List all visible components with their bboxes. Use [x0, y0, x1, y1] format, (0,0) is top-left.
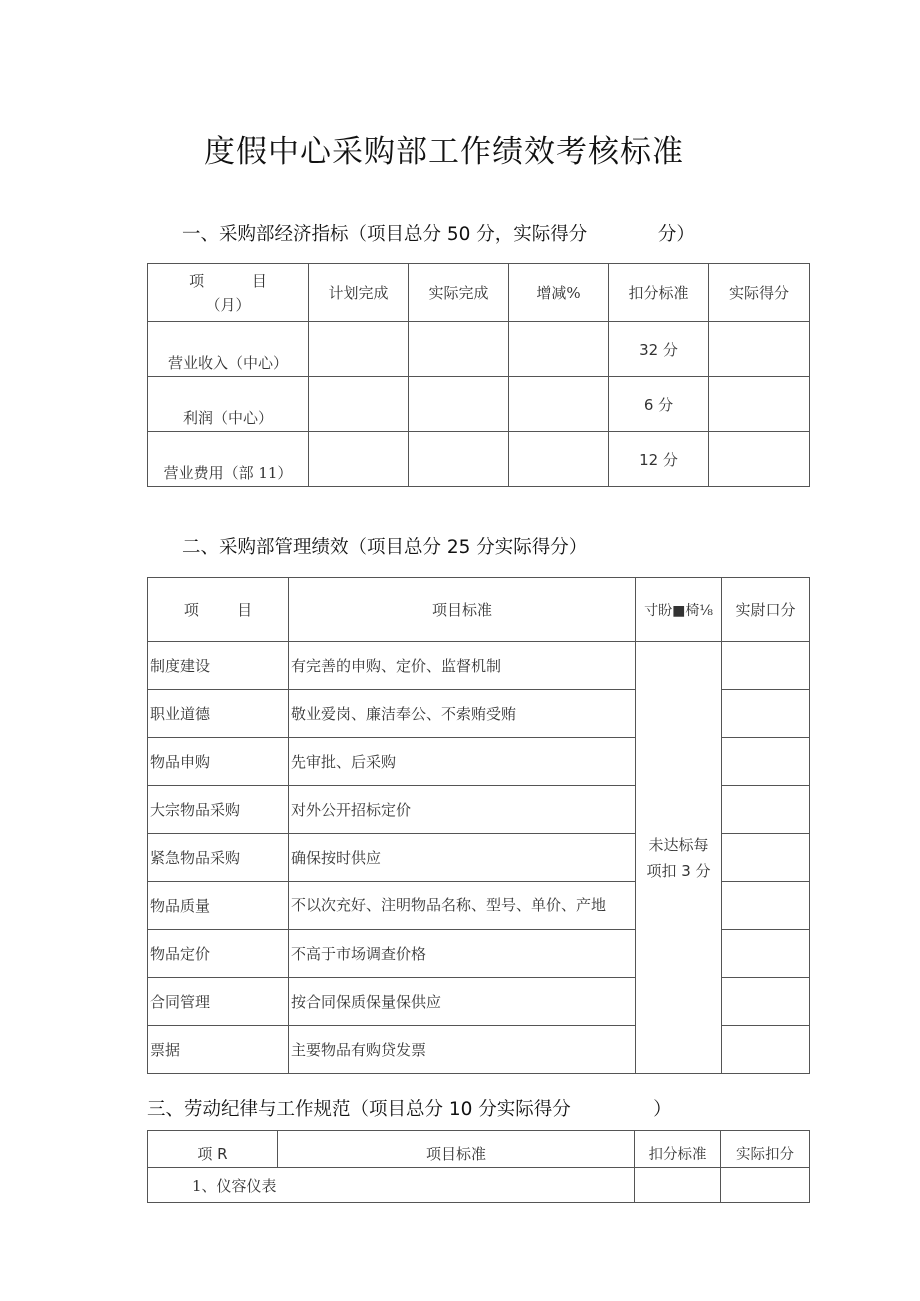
discipline-standards-table — [147, 1130, 810, 1203]
row-score — [709, 432, 810, 487]
row-item: 利润（中心） — [148, 377, 309, 432]
row-standard: 按合同保质保量保供应 — [289, 978, 636, 1026]
row-item: 制度建设 — [148, 642, 289, 690]
economic-indicators-table — [147, 263, 810, 487]
row-score — [709, 322, 810, 377]
row-score — [722, 642, 810, 690]
row-score — [722, 786, 810, 834]
header-item-label: 项 目 — [189, 271, 267, 290]
row-plan — [309, 432, 409, 487]
header-score: 实际得分 — [709, 264, 810, 322]
section1-heading: 一、采购部经济指标（项目总分 50 分，实际得分 分） — [182, 224, 695, 245]
row-change — [509, 432, 609, 487]
row-plan — [309, 377, 409, 432]
header-deduction: 扣分标准 — [609, 264, 709, 322]
row-item: 营业费用（部 11） — [148, 432, 309, 487]
row-item: 大宗物品采购 — [148, 786, 289, 834]
merged-deduction-line2: 项扣 3 分 — [646, 861, 711, 880]
row-standard: 确保按时供应 — [289, 834, 636, 882]
row-score — [722, 978, 810, 1026]
row-standard: 主要物品有购贷发票 — [289, 1026, 636, 1074]
page-title: 度假中心采购部工作绩效考核标准 — [204, 134, 684, 170]
table-row — [148, 377, 810, 432]
row-actual — [409, 322, 509, 377]
row-change — [509, 377, 609, 432]
row-item: 物品定价 — [148, 930, 289, 978]
table-row — [148, 642, 810, 690]
management-performance-table — [147, 577, 810, 1074]
merged-deduction-line1: 未达标每 — [648, 835, 709, 854]
row-actual — [409, 432, 509, 487]
row-plan — [309, 322, 409, 377]
header-item: 项 目 — [148, 578, 289, 642]
header-item-cell — [148, 264, 309, 322]
header-score: 实际扣分 — [721, 1131, 810, 1168]
row-score — [722, 1026, 810, 1074]
header-item: 项 R — [148, 1131, 278, 1168]
header-standard: 项目标准 — [278, 1131, 635, 1168]
header-standard: 项目标准 — [289, 578, 636, 642]
table-row — [148, 1168, 810, 1203]
header-score: 实尉口分 — [722, 578, 810, 642]
row-actual — [409, 377, 509, 432]
row-standard: 对外公开招标定价 — [289, 786, 636, 834]
row-score — [722, 738, 810, 786]
row-score — [722, 882, 810, 930]
row-score — [709, 377, 810, 432]
row-deduction — [635, 1168, 721, 1203]
header-month-label: （月） — [205, 295, 251, 314]
row-deduction: 6 分 — [609, 377, 709, 432]
table-row — [148, 322, 810, 377]
row-item: 合同管理 — [148, 978, 289, 1026]
section3-heading: 三、劳动纪律与工作规范（项目总分 10 分实际得分 ） — [147, 1099, 672, 1120]
table-row — [148, 432, 810, 487]
row-score — [722, 930, 810, 978]
row-item: 紧急物品采购 — [148, 834, 289, 882]
row-score — [721, 1168, 810, 1203]
row-deduction: 12 分 — [609, 432, 709, 487]
row-score — [722, 690, 810, 738]
row-standard: 敬业爱岗、廉洁奉公、不索贿受贿 — [289, 690, 636, 738]
row-standard: 先审批、后采购 — [289, 738, 636, 786]
row-item: 票据 — [148, 1026, 289, 1074]
row-standard: 不高于市场调查价格 — [289, 930, 636, 978]
row-deduction: 32 分 — [609, 322, 709, 377]
row-item: 职业道德 — [148, 690, 289, 738]
row-item: 营业收入（中心） — [148, 322, 309, 377]
row-item: 物品质量 — [148, 882, 289, 930]
header-actual: 实际完成 — [409, 264, 509, 322]
row-score — [722, 834, 810, 882]
row-standard: 有完善的申购、定价、监督机制 — [289, 642, 636, 690]
merged-deduction-cell — [636, 642, 722, 1074]
row-standard: 不以次充好、注明物品名称、型号、单价、产地 — [289, 882, 636, 930]
section2-heading: 二、采购部管理绩效（项目总分 25 分实际得分） — [182, 537, 588, 558]
header-deduction: 扣分标准 — [635, 1131, 721, 1168]
table-header-row — [148, 1131, 810, 1168]
row-change — [509, 322, 609, 377]
header-plan: 计划完成 — [309, 264, 409, 322]
table-header-row — [148, 578, 810, 642]
table-header-row — [148, 264, 810, 322]
row-item: 1、仪容仪表 — [148, 1168, 635, 1203]
row-item: 物品申购 — [148, 738, 289, 786]
header-deduction: 寸盼■椅⅛ — [636, 578, 722, 642]
header-change: 增减% — [509, 264, 609, 322]
